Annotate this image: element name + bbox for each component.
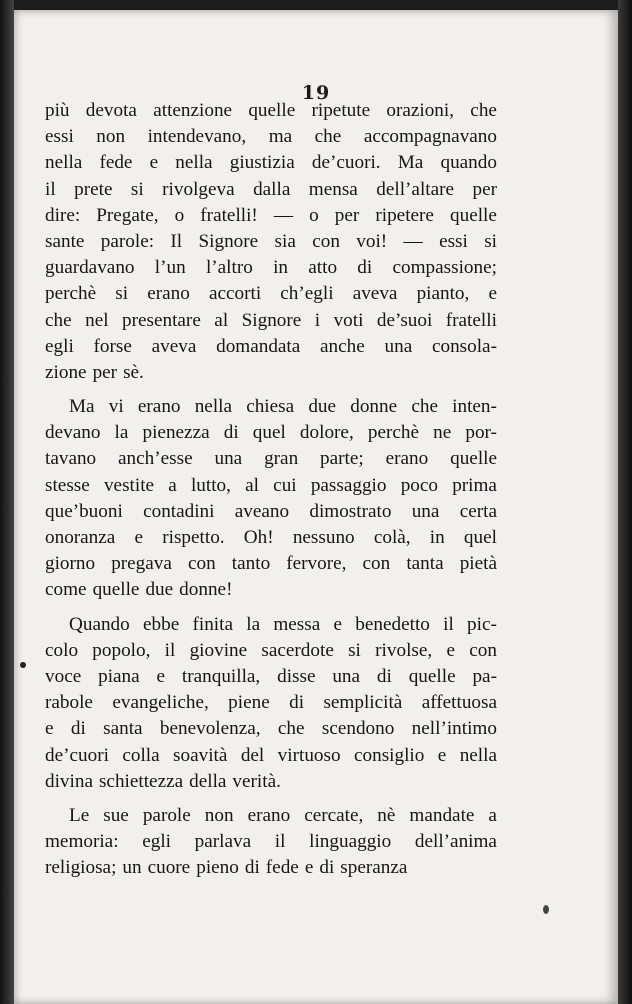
paragraph-gap xyxy=(45,604,497,612)
text-line: che nel presentare al Signore i voti de’suoi fratelli xyxy=(45,309,497,331)
text-line: il prete si rivolgeva dalla mensa dell’altare per xyxy=(45,178,497,200)
text-line: onoranza e rispetto. Oh! nessuno colà, in quel xyxy=(45,527,497,548)
text-line: que’buoni contadini aveano dimostrato una certa xyxy=(45,500,497,522)
paragraph-gap xyxy=(45,795,497,803)
text-line: memoria: egli parlava il linguaggio dell’anima xyxy=(45,831,497,853)
text-line: più devota attenzione quelle ripetute orazioni, che xyxy=(45,100,497,121)
paragraph-gap xyxy=(45,386,497,394)
text-line: e di santa benevolenza, che scendono nell’intimo xyxy=(45,718,497,740)
text-line: essi non intendevano, ma che accompagnavano xyxy=(45,126,497,148)
text-line: dire: Pregate, o fratelli! — o per ripetere quelle xyxy=(45,204,497,226)
text-line: de’cuori colla soavità del virtuoso consiglio e nella xyxy=(45,744,497,766)
text-line: colo popolo, il giovine sacerdote si rivolse, e con xyxy=(45,639,497,661)
text-line: Le sue parole non erano cercate, nè mandate a xyxy=(69,804,497,826)
text-line: devano la pienezza di quel dolore, perchè ne por- xyxy=(45,422,497,444)
text-line: come quelle due donne! xyxy=(45,579,233,601)
page-left-edge xyxy=(0,0,14,1004)
body-text xyxy=(45,98,497,881)
text-line: rabole evangeliche, piene di semplicità affettuosa xyxy=(45,692,497,714)
text-line: egli forse aveva domandata anche una consola- xyxy=(45,335,497,357)
paragraph xyxy=(45,394,497,604)
page-number: 19 xyxy=(301,82,331,104)
text-line: guardavano l’un l’altro in atto di compassione; xyxy=(45,257,497,279)
text-line: Ma vi erano nella chiesa due donne che inten- xyxy=(69,396,497,418)
paragraph xyxy=(45,803,497,882)
text-line: voce piana e tranquilla, disse una di quelle pa- xyxy=(45,665,497,687)
paragraph xyxy=(45,98,497,386)
text-line: perchè si erano accorti ch’egli aveva pianto, e xyxy=(45,283,497,305)
ink-speck xyxy=(543,905,549,914)
ink-speck xyxy=(20,662,26,668)
text-line: religiosa; un cuore pieno di fede e di speranza xyxy=(45,857,408,879)
text-line: divina schiettezza della verità. xyxy=(45,770,281,792)
text-line: stesse vestite a lutto, al cui passaggio poco prima xyxy=(45,474,497,496)
text-line: zione per sè. xyxy=(45,361,144,383)
text-line: sante parole: Il Signore sia con voi! — essi si xyxy=(45,230,497,252)
text-line: Quando ebbe finita la messa e benedetto il pic- xyxy=(69,613,497,635)
book-spine xyxy=(618,0,632,1004)
text-line: nella fede e nella giustizia de’cuori. Ma quando xyxy=(45,152,497,174)
paragraph xyxy=(45,612,497,795)
text-line: giorno pregava con tanto fervore, con tanta pietà xyxy=(45,553,497,575)
text-line: tavano anch’esse una gran parte; erano quelle xyxy=(45,448,497,470)
